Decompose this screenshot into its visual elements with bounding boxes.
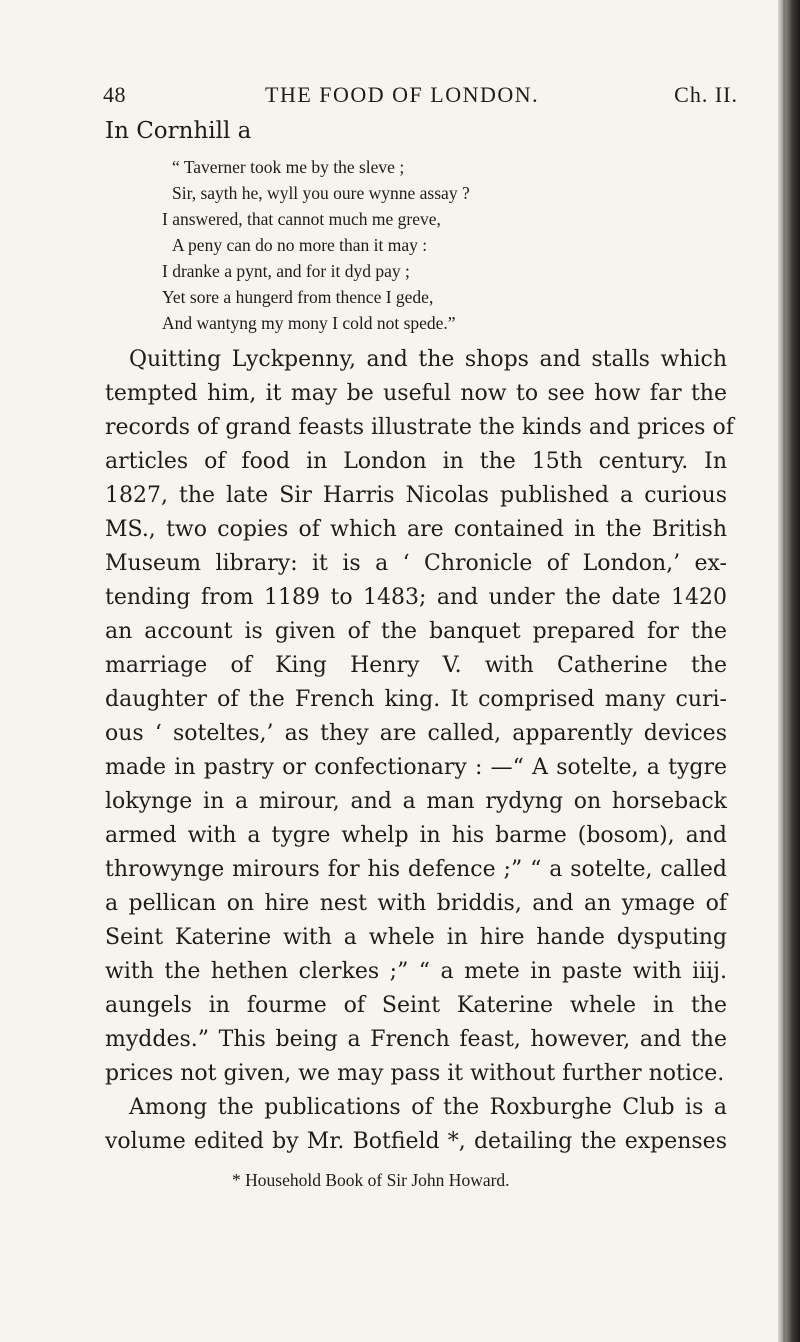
verse-line: Sir, sayth he, wyll you oure wynne assay ?: [172, 183, 470, 203]
text-line: marriage of King Henry V. with Catherine the: [105, 653, 727, 678]
text-line: with the hethen clerkes ;” “ a mete in paste with iiij.: [105, 959, 727, 984]
text-line: records of grand feasts illustrate the kinds and prices of: [105, 415, 734, 440]
footnote: * Household Book of Sir John Howard.: [232, 1170, 510, 1190]
text-line: tempted him, it may be useful now to see how far the: [105, 381, 727, 406]
verse-line: I dranke a pynt, and for it dyd pay ;: [162, 261, 410, 281]
text-line: ous ‘ soteltes,’ as they are called, apparently devices: [105, 721, 727, 746]
text-line: made in pastry or confectionary : —“ A sotelte, a tygre: [105, 755, 727, 780]
running-title: THE FOOD OF LONDON.: [265, 82, 540, 107]
text-line: an account is given of the banquet prepared for the: [105, 619, 727, 644]
text-line: Museum library: it is a ‘ Chronicle of London,’ ex-: [105, 551, 727, 576]
text-line: Seint Katerine with a whele in hire hande dysputing: [105, 925, 727, 950]
text-line: lokynge in a mirour, and a man rydyng on horseback: [105, 789, 727, 814]
verse-line: And wantyng my mony I cold not spede.”: [162, 313, 456, 333]
text-line: aungels in fourme of Seint Katerine whele in the: [105, 993, 727, 1018]
verse-line: I answered, that cannot much me greve,: [162, 209, 441, 229]
chapter-label: Ch. II.: [674, 82, 738, 107]
text-line: Among the publications of the Roxburghe Club is a: [129, 1095, 727, 1120]
text-line: tending from 1189 to 1483; and under the date 1420: [105, 585, 727, 610]
text-line: a pellican on hire nest with briddis, and an ymage of: [105, 891, 727, 916]
text-line: 1827, the late Sir Harris Nicolas published a curious: [105, 483, 727, 508]
text-line: throwynge mirours for his defence ;” “ a sotelte, called: [105, 857, 727, 882]
intro-line: In Cornhill a: [105, 118, 252, 144]
text-line: prices not given, we may pass it without further notice.: [105, 1061, 725, 1086]
page-number: 48: [103, 82, 126, 107]
text-line: daughter of the French king. It comprised many curi-: [105, 687, 727, 712]
text-line: MS., two copies of which are contained in the British: [105, 517, 727, 542]
text-line: armed with a tygre whelp in his barme (bosom), and: [105, 823, 727, 848]
verse-line: Yet sore a hungerd from thence I gede,: [162, 287, 434, 307]
verse-line: A peny can do no more than it may :: [172, 235, 428, 255]
text-line: myddes.” This being a French feast, however, and the: [105, 1027, 727, 1052]
text-line: volume edited by Mr. Botfield *, detailing the expenses: [105, 1129, 727, 1154]
page-edge-shadow: [778, 0, 800, 1342]
running-head: [103, 82, 738, 112]
text-line: articles of food in London in the 15th century. In: [105, 449, 727, 474]
text-line: Quitting Lyckpenny, and the shops and stalls which: [129, 347, 727, 372]
page-edge-line: [783, 0, 786, 1342]
verse-line: “ Taverner took me by the sleve ;: [172, 157, 405, 177]
